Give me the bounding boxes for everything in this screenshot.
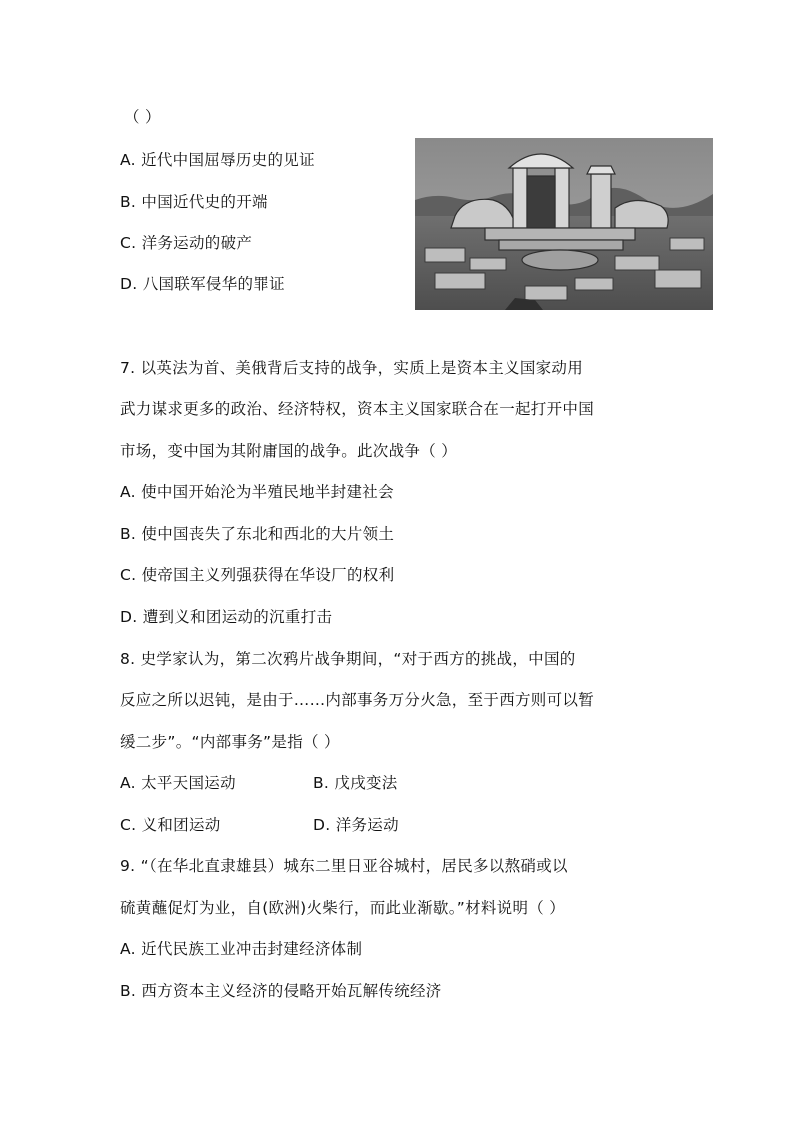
q7-stem-line-2: 武力谋求更多的政治、经济特权，资本主义国家联合在一起打开中国 bbox=[120, 400, 595, 418]
q6-option-b: B. 中国近代史的开端 bbox=[120, 193, 268, 211]
q6-option-c: C. 洋务运动的破产 bbox=[120, 234, 253, 252]
q8-stem-line-1: 8. 史学家认为，第二次鸦片战争期间，“对于西方的挑战，中国的 bbox=[120, 650, 576, 668]
q9-option-b: B. 西方资本主义经济的侵略开始瓦解传统经济 bbox=[120, 982, 442, 1000]
q7-stem-line-3: 市场，变中国为其附庸国的战争。此次战争（ ） bbox=[120, 442, 458, 460]
q8-option-d: D. 洋务运动 bbox=[313, 816, 399, 834]
q9-stem-line-2: 硫黄蘸促灯为业，自(欧洲)火柴行，而此业渐歇。”材料说明（ ） bbox=[120, 899, 566, 917]
q7-option-a: A. 使中国开始沦为半殖民地半封建社会 bbox=[120, 483, 394, 501]
q9-stem-line-1: 9. “（在华北直隶雄县）城东二里日亚谷城村，居民多以熬硝或以 bbox=[120, 857, 568, 875]
q6-option-a: A. 近代中国屈辱历史的见证 bbox=[120, 151, 315, 169]
q7-option-c: C. 使帝国主义列强获得在华设厂的权利 bbox=[120, 566, 395, 584]
q8-option-c: C. 义和团运动 bbox=[120, 816, 221, 834]
q7-stem-line-1: 7. 以英法为首、美俄背后支持的战争，实质上是资本主义国家动用 bbox=[120, 359, 584, 377]
q7-option-b: B. 使中国丧失了东北和西北的大片领土 bbox=[120, 525, 395, 543]
q8-stem-line-3: 缓二步”。“内部事务”是指（ ） bbox=[120, 733, 340, 751]
q8-option-a: A. 太平天国运动 bbox=[120, 774, 236, 792]
ruins-photo bbox=[415, 138, 713, 310]
q6-option-d: D. 八国联军侵华的罪证 bbox=[120, 275, 285, 293]
q7-option-d: D. 遭到义和团运动的沉重打击 bbox=[120, 608, 333, 626]
q8-option-b: B. 戊戌变法 bbox=[313, 774, 398, 792]
q6-answer-paren: （ ） bbox=[124, 108, 161, 126]
q9-option-a: A. 近代民族工业冲击封建经济体制 bbox=[120, 940, 363, 958]
q8-stem-line-2: 反应之所以迟钝，是由于……内部事务万分火急，至于西方则可以暂 bbox=[120, 691, 595, 709]
